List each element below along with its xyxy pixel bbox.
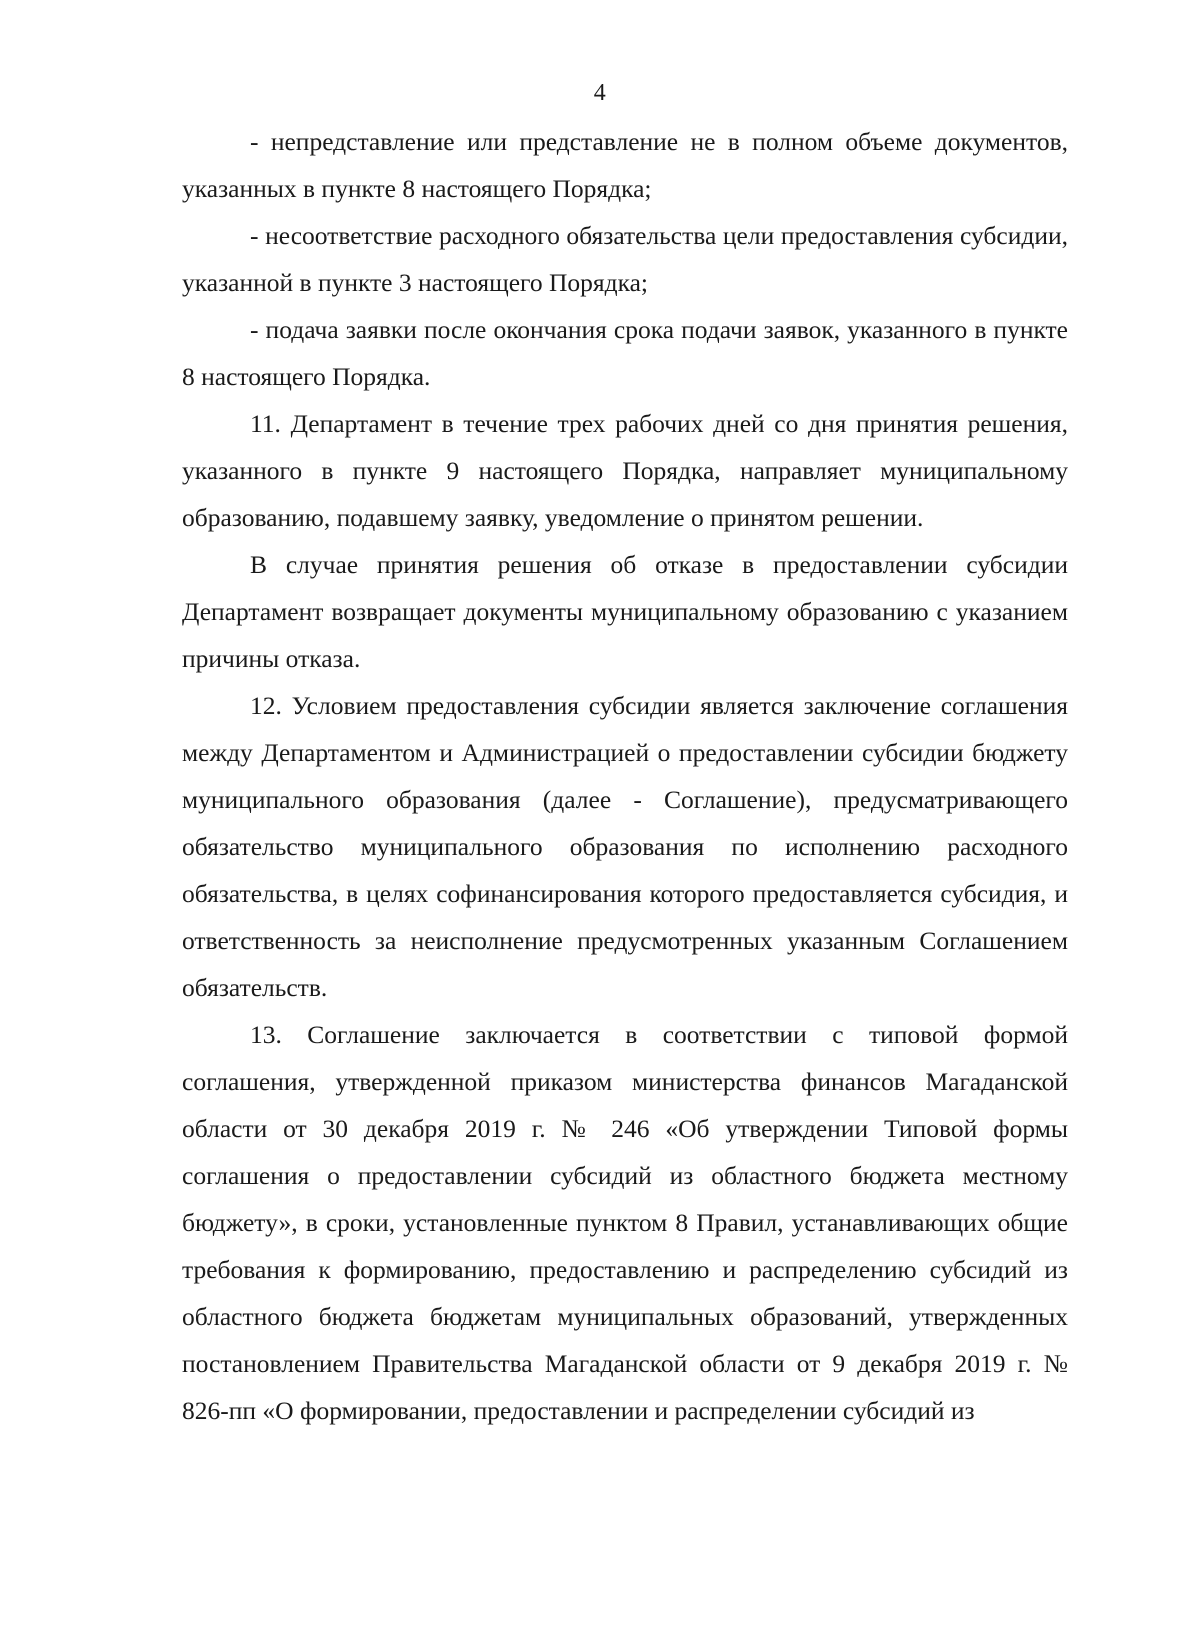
document-body xyxy=(182,118,1068,1434)
page-number: 4 xyxy=(593,80,607,106)
paragraph-list-item-3: - подача заявки после окончания срока подачи заявок, указанного в пункте 8 настоящего Порядка. xyxy=(182,315,1068,391)
paragraph-item-12: 12. Условием предоставления субсидии является заключение соглашения между Департаментом и Администрацией о предоставлении субсидии бюджету муниципального образования (далее - Соглашение), предусматривающего обязательство муниципального образования по исполнению расходного обязательства, в целях софинансирования которого предоставляется субсидия, и ответственность за неисполнение предусмотренных указанным Соглашением обязательств. xyxy=(182,691,1068,1002)
paragraph-item-11: 11. Департамент в течение трех рабочих дней со дня принятия решения, указанного в пункте 9 настоящего Порядка, направляет муниципальному образованию, подавшему заявку, уведомление о принятом решении. xyxy=(182,409,1068,532)
paragraph-refusal: В случае принятия решения об отказе в предоставлении субсидии Департамент возвращает документы муниципальному образованию с указанием причины отказа. xyxy=(182,550,1068,673)
paragraph-list-item-1: - непредставление или представление не в полном объеме документов, указанных в пункте 8 настоящего Порядка; xyxy=(182,127,1068,203)
paragraph-item-13: 13. Соглашение заключается в соответствии с типовой формой соглашения, утвержденной приказом министерства финансов Магаданской области от 30 декабря 2019 г. № 246 «Об утверждении Типовой формы соглашения о предоставлении субсидий из областного бюджета местному бюджету», в сроки, установленные пунктом 8 Правил, устанавливающих общие требования к формированию, предоставлению и распределению субсидий из областного бюджета бюджетам муниципальных образований, утвержденных постановлением Правительства Магаданской области от 9 декабря 2019 г. № 826-пп «О формировании, предоставлении и распределении субсидий из xyxy=(182,1020,1068,1425)
paragraph-list-item-2: - несоответствие расходного обязательства цели предоставления субсидии, указанной в пункте 3 настоящего Порядка; xyxy=(182,221,1068,297)
